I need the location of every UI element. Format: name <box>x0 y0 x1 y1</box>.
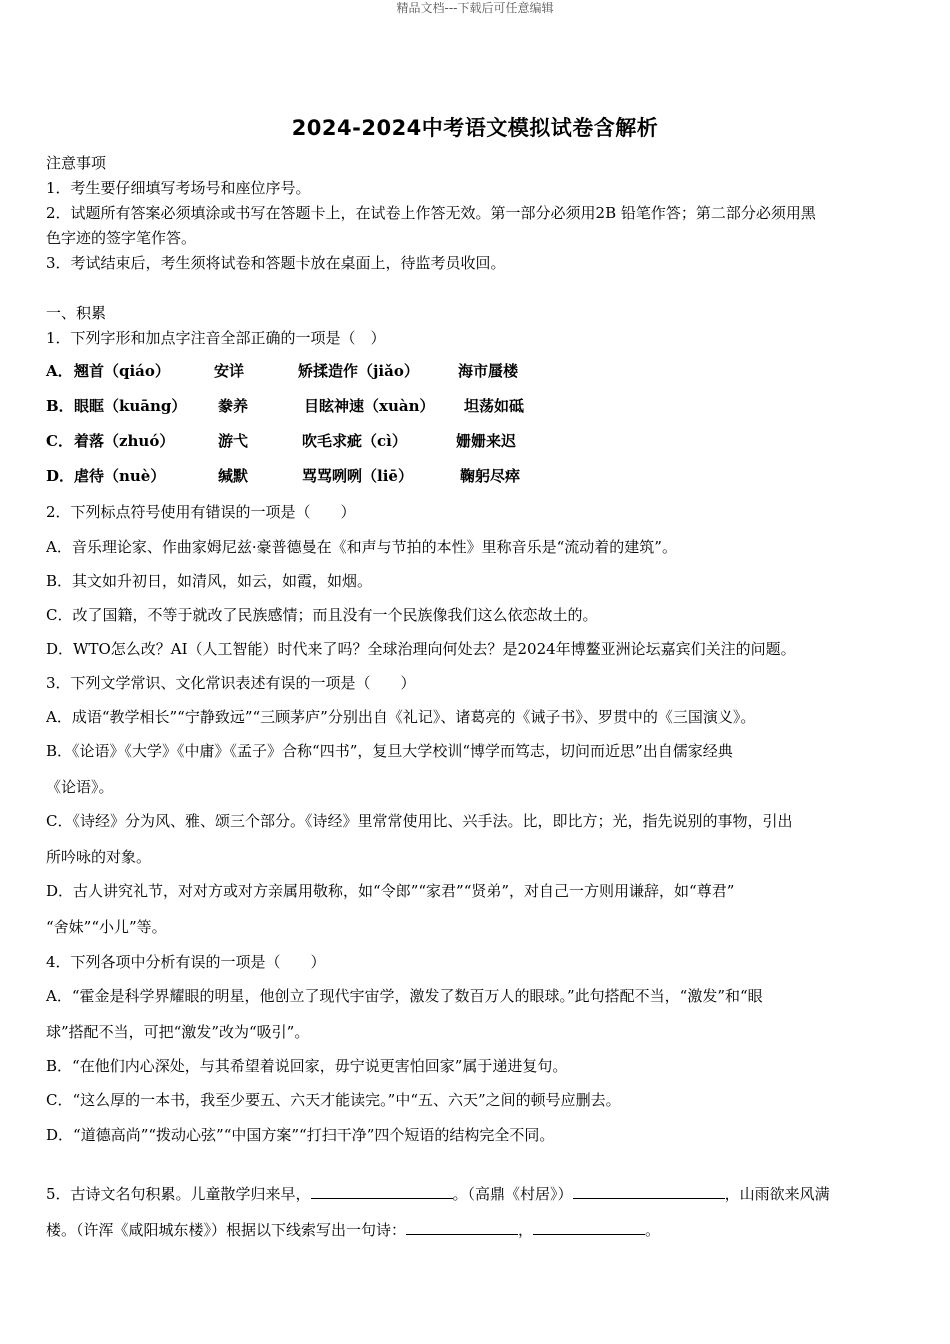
q5-line-2 <box>46 1219 660 1240</box>
option-cell: 眼眶（kuāng） <box>74 397 187 415</box>
option-line: C．改了国籍，不等于就改了民族感情；而且没有一个民族像我们这么依恋故土的。 <box>46 606 598 624</box>
option-line: B．其文如升初日，如清风，如云，如霞，如烟。 <box>46 572 373 590</box>
option-line: B．“在他们内心深处，与其希望着说回家，毋宁说更害怕回家”属于递进复句。 <box>46 1057 568 1075</box>
notice-item: 3．考试结束后，考生须将试卷和答题卡放在桌面上，待监考员收回。 <box>46 254 506 272</box>
q5-text: 楼。（许浑《咸阳城东楼》）根据以下线索写出一句诗： <box>46 1221 407 1239</box>
option-line: 《论语》。 <box>46 778 114 796</box>
answer-blank[interactable] <box>311 1184 453 1199</box>
option-letter: B． <box>46 397 74 415</box>
option-line: C．《诗经》分为风、雅、颂三个部分。《诗经》里常常使用比、兴手法。比，即比方；光，指先说别的事物，引出 <box>46 812 793 830</box>
option-line: 球”搭配不当，可把“激发”改为“吸引”。 <box>46 1023 310 1041</box>
q5-line-1 <box>46 1183 830 1204</box>
notice-heading: 注意事项 <box>46 154 107 172</box>
option-cell: 吹毛求疵（cì） <box>302 432 407 450</box>
option-cell: 翘首（qiáo） <box>74 362 170 380</box>
header-note: 精品文档---下载后可任意编辑 <box>396 1 554 15</box>
section-heading: 一、积累 <box>46 304 107 322</box>
q5-text: ， <box>518 1221 534 1239</box>
option-line: D．WTO怎么改？AI（人工智能）时代来了吗？全球治理向何处去？是2024年博鳌亚洲论坛嘉宾们关注的问题。 <box>46 640 796 658</box>
notice-item: 2．试题所有答案必须填涂或书写在答题卡上，在试卷上作答无效。第一部分必须用2B 铅笔作答；第二部分必须用黑 <box>46 204 816 222</box>
option-line: D．古人讲究礼节，对对方或对方亲属用敬称，如“令郎”“家君”“贤弟”，对自己一方则用谦辞，如“尊君” <box>46 882 735 900</box>
q5-text: 5．古诗文名句积累。儿童散学归来早， <box>46 1185 311 1203</box>
q5-text: ，山雨欲来风满 <box>724 1185 830 1203</box>
option-cell: 着落（zhuó） <box>74 432 175 450</box>
answer-blank[interactable] <box>533 1220 645 1235</box>
option-letter: D． <box>46 467 75 485</box>
question-stem: 3．下列文学常识、文化常识表述有误的一项是（ ） <box>46 674 416 692</box>
question-stem: 1．下列字形和加点字注音全部正确的一项是（ ） <box>46 329 386 347</box>
option-cell: 安详 <box>214 362 245 380</box>
option-cell: 骂骂咧咧（liē） <box>302 467 413 485</box>
notice-item: 1．考生要仔细填写考场号和座位序号。 <box>46 179 311 197</box>
option-letter: A． <box>46 362 73 380</box>
option-letter: C． <box>46 432 73 450</box>
q5-text: 。 <box>645 1221 661 1239</box>
option-line: C．“这么厚的一本书，我至少要五、六天才能读完。”中“五、六天”之间的顿号应删去。 <box>46 1091 621 1109</box>
page-title: 2024-2024中考语文模拟试卷含解析 <box>291 116 659 140</box>
option-cell: 豢养 <box>218 397 249 415</box>
notice-item: 色字迹的签字笔作答。 <box>46 229 197 247</box>
option-cell: 虐待（nuè） <box>74 467 166 485</box>
option-cell: 缄默 <box>218 467 249 485</box>
option-line: D．“道德高尚”“拨动心弦”“中国方案”“打扫干净”四个短语的结构完全不同。 <box>46 1126 555 1144</box>
q5-text: 。（高鼎《村居》） <box>452 1185 573 1203</box>
option-line: B．《论语》《大学》《中庸》《孟子》合称“四书”，复旦大学校训“博学而笃志，切问而近思”出自儒家经典 <box>46 742 733 760</box>
question-stem: 2．下列标点符号使用有错误的一项是（ ） <box>46 503 356 521</box>
option-line: “舍妹”“小儿”等。 <box>46 918 167 936</box>
option-cell: 坦荡如砥 <box>464 397 525 415</box>
option-cell: 姗姗来迟 <box>456 432 517 450</box>
answer-blank[interactable] <box>406 1220 518 1235</box>
option-line: A．成语“教学相长”“宁静致远”“三顾茅庐”分别出自《礼记》、诸葛亮的《诫子书》、罗贯中的《三国演义》。 <box>46 708 756 726</box>
answer-blank[interactable] <box>573 1184 725 1199</box>
option-cell: 矫揉造作（jiǎo） <box>298 362 419 380</box>
option-line: A．“霍金是科学界耀眼的明星，他创立了现代宇宙学，激发了数百万人的眼球。”此句搭配不当，“激发”和“眼 <box>46 987 763 1005</box>
option-cell: 鞠躬尽瘁 <box>460 467 521 485</box>
question-stem: 4．下列各项中分析有误的一项是（ ） <box>46 953 326 971</box>
option-line: A．音乐理论家、作曲家姆尼兹·豪普德曼在《和声与节拍的本性》里称音乐是“流动着的建筑”。 <box>46 538 677 556</box>
option-cell: 海市蜃楼 <box>458 362 519 380</box>
option-cell: 游弋 <box>218 432 249 450</box>
option-line: 所吟咏的对象。 <box>46 848 152 866</box>
option-cell: 目眩神速（xuàn） <box>304 397 435 415</box>
